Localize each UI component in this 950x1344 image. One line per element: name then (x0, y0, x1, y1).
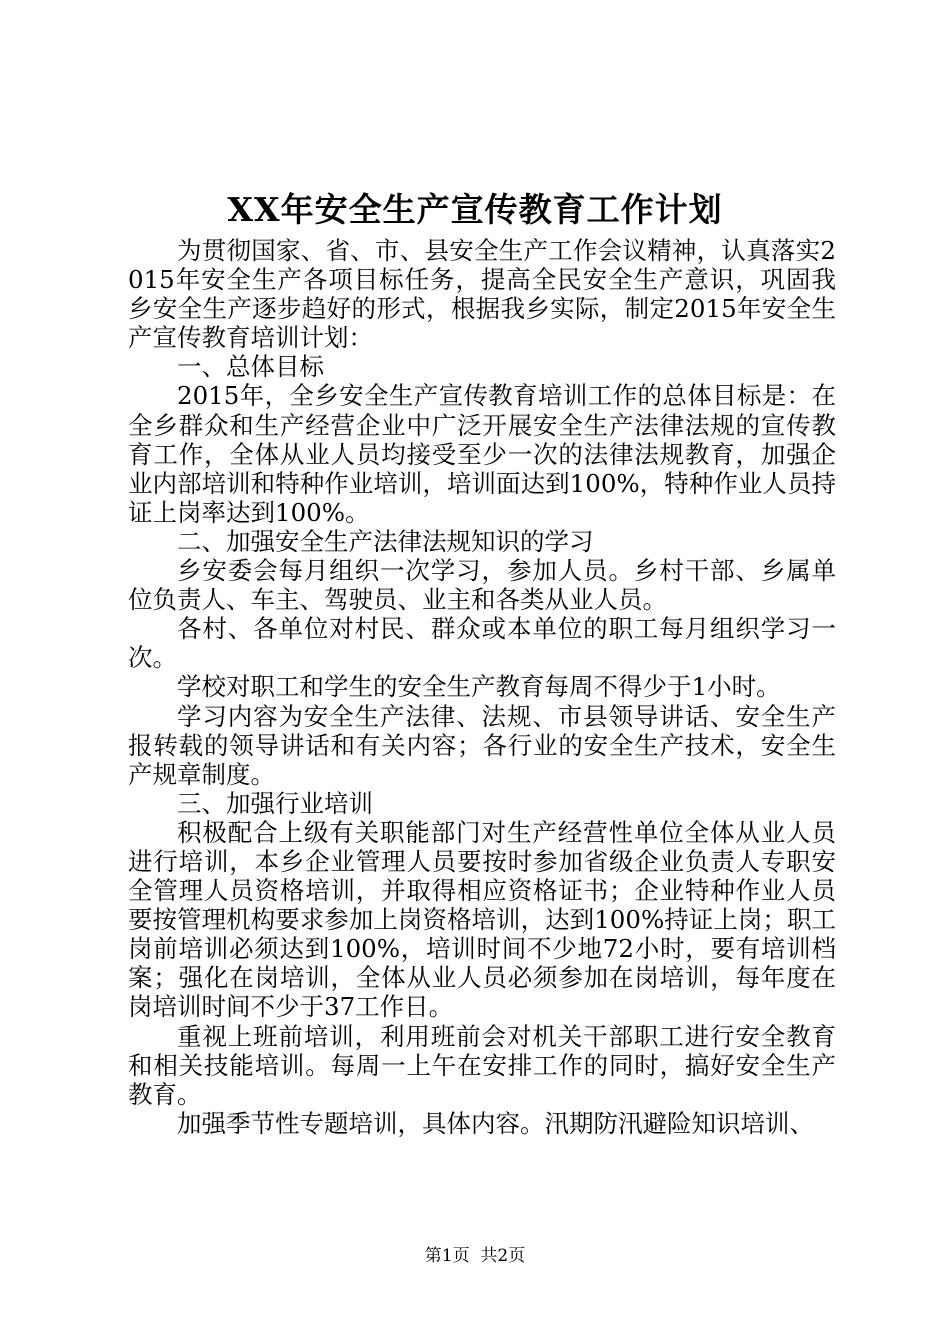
body-paragraph: 各村、各单位对村民、群众或本单位的职工每月组织学习一次。 (128, 614, 836, 673)
body-paragraph: 2015年，全乡安全生产宣传教育培训工作的总体目标是：在全乡群众和生产经营企业中广泛开展安全生产法律法规的宣传教育工作，全体从业人员均接受至少一次的法律法规教育，加强企业内部培训和特种作业培训，培训面达到100%，特种作业人员持证上岗率达到100%。 (128, 381, 836, 527)
body-paragraph: 学校对职工和学生的安全生产教育每周不得少于1小时。 (177, 672, 781, 702)
body-paragraph: 加强季节性专题培训，具体内容。汛期防汛避险知识培训、 (177, 1108, 814, 1138)
body-paragraph: 积极配合上级有关职能部门对生产经营性单位全体从业人员进行培训，本乡企业管理人员要按时参加省级企业负责人专职安全管理人员资格培训，并取得相应资格证书；企业特种作业人员要按管理机构要求参加上岗资格培训，达到100%持证上岗；职工岗前培训必须达到100%，培训时间不少地72小时，要有培训档案；强化在岗培训，全体从业人员必须参加在岗培训，每年度在岗培训时间不少于37工作日。 (128, 817, 836, 1022)
page-footer (0, 1244, 950, 1268)
section-heading-3: 三、加强行业培训 (177, 788, 373, 818)
section-heading-1: 一、总体目标 (177, 352, 324, 382)
body-paragraph: 乡安委会每月组织一次学习，参加人员。乡村干部、乡属单位负责人、车主、驾驶员、业主和各类从业人员。 (128, 556, 836, 615)
document-body (128, 236, 836, 1138)
body-paragraph: 重视上班前培训，利用班前会对机关干部职工进行安全教育和相关技能培训。每周一上午在安排工作的同时，搞好安全生产教育。 (128, 1021, 836, 1109)
body-paragraph: 学习内容为安全生产法律、法规、市县领导讲话、安全生产报转载的领导讲话和有关内容；各行业的安全生产技术，安全生产规章制度。 (128, 701, 836, 789)
section-heading-2: 二、加强安全生产法律法规知识的学习 (177, 526, 594, 556)
intro-paragraph: 为贯彻国家、省、市、县安全生产工作会议精神，认真落实2015年安全生产各项目标任务，提高全民安全生产意识，巩固我乡安全生产逐步趋好的形式，根据我乡实际，制定2015年安全生产宣传教育培训计划： (128, 236, 836, 353)
document-title: XX年安全生产宣传教育工作计划 (227, 190, 723, 229)
page-total: 共2页 (480, 1246, 526, 1266)
page-number: 第1页 (424, 1246, 470, 1266)
